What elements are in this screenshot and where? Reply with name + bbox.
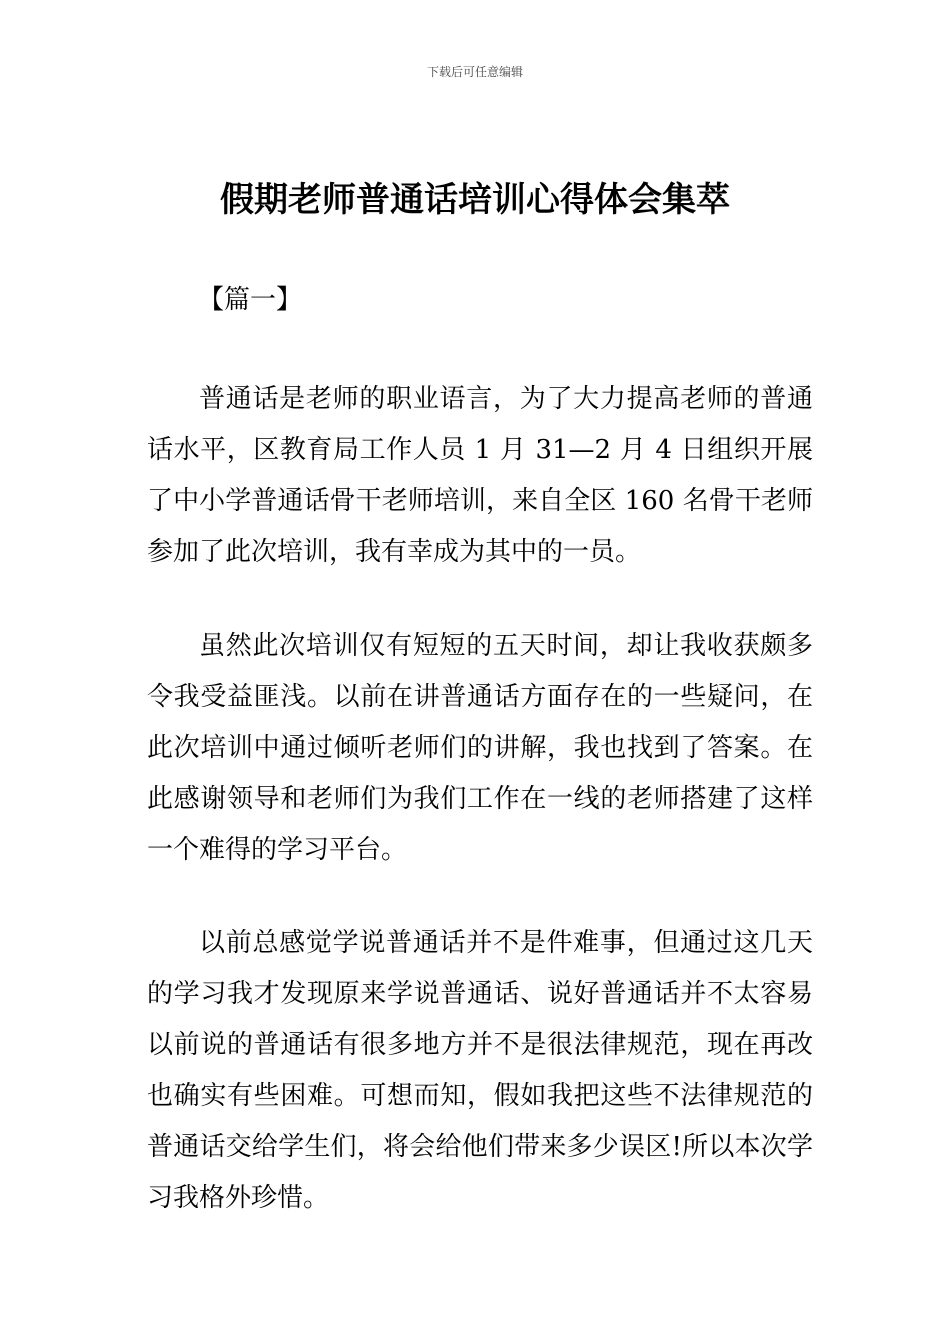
document-title: 假期老师普通话培训心得体会集萃: [220, 180, 730, 220]
header-note: 下载后可任意编辑: [426, 65, 523, 79]
paragraph-2: 虽然此次培训仅有短短的五天时间，却让我收获颇多令我受益匪浅。以前在讲普通话方面存在的一些疑问，在此次培训中通过倾听老师们的讲解，我也找到了答案。在此感谢领导和老师们为我们工作在一线的老师搭建了这样一个难得的学习平台。: [147, 631, 813, 865]
paragraph-1: 普通话是老师的职业语言，为了大力提高老师的普通话水平，区教育局工作人员 1 月 31—2 月 4 日组织开展了中小学普通话骨干老师培训，来自全区 160 名骨干老师参加了此次培训，我有幸成为其中的一员。: [147, 384, 813, 567]
section-label: 【篇一】: [198, 285, 303, 315]
paragraph-3: 以前总感觉学说普通话并不是件难事，但通过这几天的学习我才发现原来学说普通话、说好普通话并不太容易以前说的普通话有很多地方并不是很法律规范，现在再改也确实有些困难。可想而知，假如我把这些不法律规范的普通话交给学生们，将会给他们带来多少误区!所以本次学习我格外珍惜。: [147, 928, 813, 1213]
